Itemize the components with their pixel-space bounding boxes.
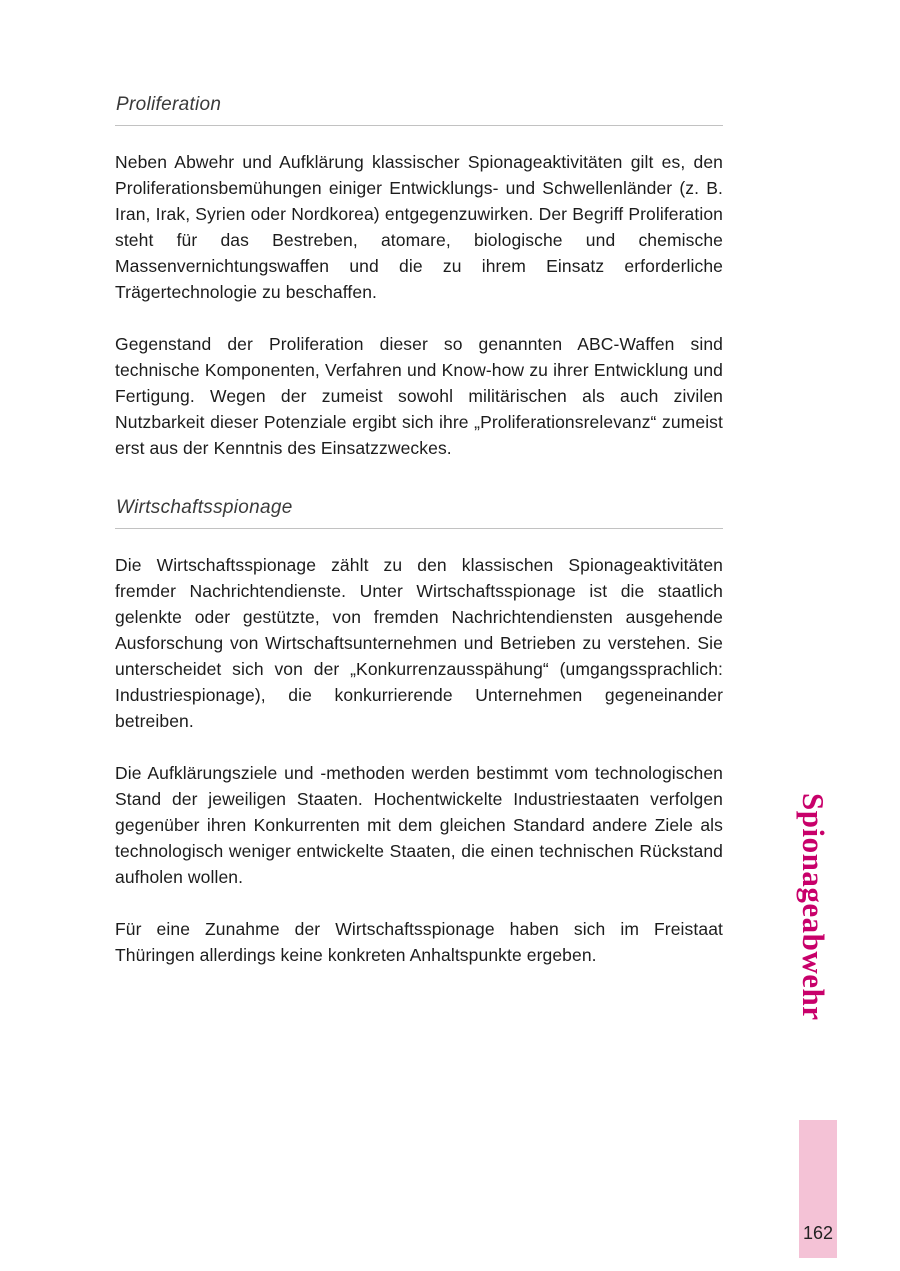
section-wirtschaftsspionage: [115, 497, 723, 968]
paragraph: Für eine Zunahme der Wirtschaftsspionage haben sich im Freistaat Thüringen allerdings keine konkreten Anhaltspunkte ergeben.: [115, 919, 723, 965]
chapter-tab-label: Spionageabwehr: [796, 793, 831, 1021]
paragraph: Die Aufklärungsziele und -methoden werden bestimmt vom technologischen Stand der jeweiligen Staaten. Hochentwickelte Industriestaaten verfolgen gegenüber ihren Konkurrenten mit dem gleichen Standard andere Ziele als technologisch weniger entwickelte Staaten, die einen technischen Rückstand aufholen wollen.: [115, 763, 723, 887]
heading-rule: [115, 528, 723, 529]
page-number-tab: [799, 1120, 837, 1258]
paragraph: Die Wirtschaftsspionage zählt zu den klassischen Spionageaktivitäten fremder Nachrichtendienste. Unter Wirtschaftsspionage ist die staatlich gelenkte oder gestützte, von fremden Nachrichtendiensten ausgehende Ausforschung von Wirtschaftsunternehmen und Betrieben zu verstehen. Sie unterscheidet sich von der „Konkurrenzausspähung“ (umgangssprachlich: Industriespionage), die konkurrierende Unternehmen gegeneinander betreiben.: [115, 555, 723, 731]
page-content: [115, 94, 723, 968]
section-heading: Wirtschaftsspionage: [116, 497, 293, 518]
section-proliferation: [115, 94, 723, 461]
section-heading: Proliferation: [116, 94, 222, 115]
heading-rule: [115, 125, 723, 126]
page-number: 162: [802, 1223, 834, 1243]
paragraph: Gegenstand der Proliferation dieser so genannten ABC-Waffen sind technische Komponenten, Verfahren und Know-how zu ihrer Entwicklung und Fertigung. Wegen der zumeist sowohl militärischen als auch zivilen Nutzbarkeit dieser Potenziale ergibt sich ihre „Proliferationsrelevanz“ zumeist erst aus der Kenntnis des Einsatzzweckes.: [115, 334, 723, 458]
paragraph: Neben Abwehr und Aufklärung klassischer Spionageaktivitäten gilt es, den Proliferationsbemühungen einiger Entwicklungs- und Schwellenländer (z. B. Iran, Irak, Syrien oder Nordkorea) entgegenzuwirken. Der Begriff Proliferation steht für das Bestreben, atomare, biologische und chemische Massenvernichtungswaffen und die zu ihrem Einsatz erforderliche Trägertechnologie zu beschaffen.: [115, 152, 723, 302]
